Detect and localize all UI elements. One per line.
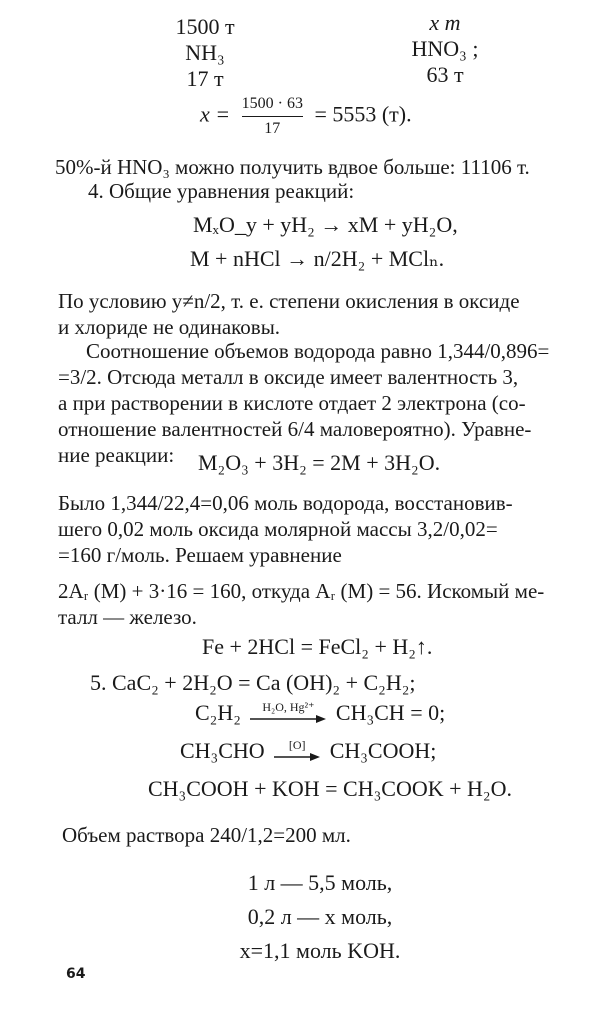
- calc-molar-hno3: 63 т: [426, 62, 464, 87]
- page-number: 64: [66, 966, 86, 982]
- proportion-line: 0,2 л — x моль,: [247, 904, 393, 929]
- arrow-condition-label: [O]: [288, 738, 306, 753]
- paragraph-volume-ratio-line: =3/2. Отсюда металл в оксиде имеет валентность 3,: [58, 365, 519, 389]
- paragraph-condition-line: По условию y≠n/2, т. е. степени окисления в оксиде: [58, 289, 520, 313]
- calc-formula-hno3: HNO₃ ;: [411, 36, 479, 61]
- right-arrow-icon: [250, 714, 326, 724]
- equation-iron-hcl: Fe + 2HCl = FeCl₂ + H₂↑.: [202, 634, 433, 659]
- reaction-arrow: [250, 701, 326, 724]
- problem-4-heading: 4. Общие уравнения реакций:: [88, 179, 355, 203]
- arrow-condition-label: H₂O, Hg²⁺: [262, 700, 315, 715]
- calc-formula-nh3: NH₃: [185, 40, 225, 65]
- equation-acetylene-hydration: [195, 696, 445, 728]
- equation-oxide-reduction: MₓO_y + yH₂ → xM + yH₂O,: [193, 212, 458, 237]
- paragraph-hydrogen-moles-line: Было 1,344/22,4=0,06 моль водорода, восстановив-: [58, 491, 513, 515]
- right-arrow-icon: [274, 752, 320, 762]
- paragraph-condition-line: и хлориде не одинаковы.: [58, 315, 281, 339]
- paragraph-solution-volume: Объем раствора 240/1,2=200 мл.: [62, 823, 351, 847]
- equation-acetylene-left: C₂H₂: [195, 699, 241, 725]
- calc-x-equation: [200, 94, 412, 139]
- calc-mass-nh3: 1500 т: [175, 14, 235, 39]
- paragraph-hno3-double: 50%-й HNO₃ можно получить вдвое больше: 11106 т.: [55, 155, 530, 179]
- paragraph-atomic-mass-line: 2Aᵣ (M) + 3·16 = 160, откуда Aᵣ (M) = 56. Искомый ме-: [58, 579, 545, 603]
- paragraph-hydrogen-moles-line: =160 г/моль. Решаем уравнение: [58, 543, 342, 567]
- calc-x-numerator: 1500 · 63: [241, 95, 303, 112]
- equation-aldehyde-left: CH₃CHO: [180, 737, 265, 763]
- calc-right-column: [390, 10, 500, 88]
- calc-x-lhs: x =: [200, 101, 231, 127]
- calc-x-fraction: [242, 94, 303, 139]
- equation-calcium-carbide: 5. CaC₂ + 2H₂O = Ca (OH)₂ + C₂H₂;: [90, 670, 416, 695]
- paragraph-hydrogen-moles: [58, 490, 513, 568]
- reaction-arrow: [274, 739, 320, 762]
- fraction-bar: [242, 116, 303, 117]
- calc-mass-hno3: x т: [429, 10, 461, 35]
- equation-aldehyde-right: CH₃COOH;: [329, 737, 437, 763]
- calc-x-rhs: = 5553 (т).: [314, 101, 412, 127]
- paragraph-atomic-mass-line: талл — железо.: [58, 605, 197, 629]
- paragraph-hydrogen-moles-line: шего 0,02 моль оксида молярной массы 3,2/0,02=: [58, 517, 498, 541]
- paragraph-volume-ratio-line: ние реакции:: [58, 443, 175, 467]
- equation-metal-hcl: M + nHCl → n/2H₂ + MClₙ.: [190, 246, 445, 271]
- calc-molar-nh3: 17 т: [186, 66, 224, 91]
- paragraph-atomic-mass: [58, 578, 544, 630]
- paragraph-volume-ratio: [58, 338, 549, 468]
- equation-acetylene-right: CH₃CH = 0;: [335, 699, 446, 725]
- equation-aldehyde-oxidation: [180, 734, 436, 766]
- proportion-line: x=1,1 моль KOH.: [239, 938, 401, 963]
- proportion-line: 1 л — 5,5 моль,: [247, 870, 393, 895]
- equation-m2o3-reduction: M₂O₃ + 3H₂ = 2M + 3H₂O.: [198, 450, 441, 475]
- paragraph-volume-ratio-line: Соотношение объемов водорода равно 1,344/0,896=: [86, 339, 550, 363]
- calc-left-column: [160, 14, 250, 92]
- paragraph-volume-ratio-line: отношение валентностей 6/4 маловероятно). Уравне-: [58, 417, 532, 441]
- paragraph-volume-ratio-line: а при растворении в кислоте отдает 2 электрона (со-: [58, 391, 526, 415]
- proportion-block: [200, 866, 440, 968]
- equation-neutralization: CH₃COOH + KOH = CH₃COOK + H₂O.: [148, 776, 512, 801]
- calc-x-denominator: 17: [264, 120, 281, 137]
- paragraph-condition: [58, 288, 520, 340]
